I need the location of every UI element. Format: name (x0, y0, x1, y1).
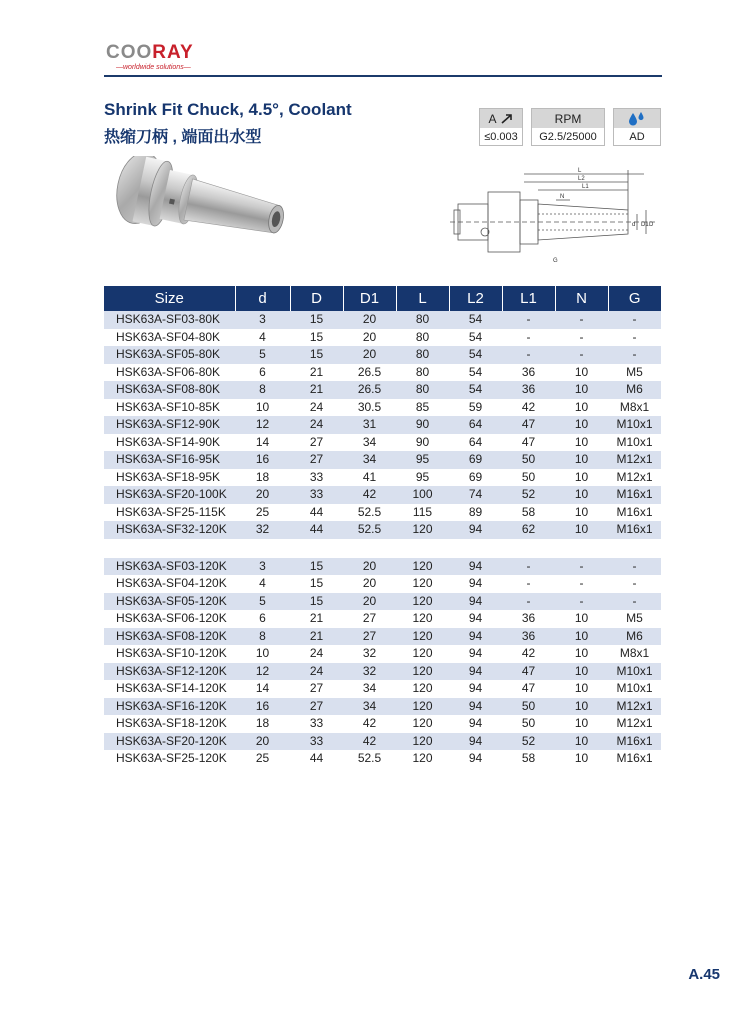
cell-D1: 52.5 (343, 521, 396, 539)
cell-L: 120 (396, 593, 449, 611)
column-header-size: Size (104, 286, 235, 311)
cell-size: HSK63A-SF14-120K (116, 681, 227, 696)
cell-L: 120 (396, 628, 449, 646)
cell-d: 25 (255, 751, 270, 766)
cell-size: HSK63A-SF16-120K (104, 698, 235, 716)
table-row (104, 434, 661, 452)
cell-L1: 36 (502, 628, 555, 646)
cell-G: M12x1 (608, 698, 661, 716)
cell-size: HSK63A-SF05-120K (104, 593, 235, 611)
cell-L1: 47 (502, 416, 555, 434)
brand-name-red: RAY (152, 42, 194, 63)
cell-size: HSK63A-SF16-95K (104, 451, 235, 469)
dim-label-D1: D1 (641, 222, 649, 228)
cell-L1: 36 (521, 364, 536, 379)
page-title: Shrink Fit Chuck, 4.5°, Coolant (104, 100, 352, 119)
cell-D1: 20 (343, 311, 396, 329)
table-row (104, 733, 661, 751)
cell-N: 10 (574, 751, 589, 766)
cell-L1: - (502, 311, 555, 329)
cell-D: 21 (290, 628, 343, 646)
cell-D: 33 (290, 733, 343, 751)
cell-L1: - (502, 558, 555, 576)
table-row (104, 663, 661, 681)
cell-L2: 54 (449, 311, 502, 329)
cell-D: 33 (309, 469, 324, 484)
cell-D1: 30.5 (357, 399, 382, 414)
cell-N: 10 (574, 611, 589, 626)
cell-D1: 34 (343, 451, 396, 469)
cell-L2: 89 (468, 504, 483, 519)
cell-L1: 58 (521, 751, 536, 766)
cell-L1: 52 (502, 486, 555, 504)
cell-G: M16x1 (616, 751, 653, 766)
cell-d: 14 (255, 681, 270, 696)
cell-size: HSK63A-SF12-120K (104, 663, 235, 681)
cell-D1: 32 (362, 646, 377, 661)
cell-size: HSK63A-SF18-120K (116, 716, 227, 731)
cell-N: - (555, 593, 608, 611)
cell-N: 10 (555, 416, 608, 434)
cell-D: 24 (290, 663, 343, 681)
cell-G: M10x1 (616, 434, 653, 449)
table-row (104, 329, 661, 347)
cell-D1: 26.5 (357, 364, 382, 379)
cell-size: HSK63A-SF18-95K (116, 469, 221, 484)
spec-coolant (613, 108, 661, 146)
cell-D: 44 (309, 751, 324, 766)
cell-D1: 20 (343, 593, 396, 611)
cell-D: 33 (290, 486, 343, 504)
cell-G: M10x1 (608, 663, 661, 681)
cell-D: 24 (290, 416, 343, 434)
cell-size: HSK63A-SF20-100K (104, 486, 235, 504)
cell-d: 3 (235, 558, 290, 576)
cell-L: 80 (415, 364, 430, 379)
table-row (104, 715, 661, 733)
table-row (104, 645, 661, 663)
cell-D1: 42 (362, 716, 377, 731)
cell-L2: 94 (449, 733, 502, 751)
cell-L2: 54 (468, 329, 483, 344)
cell-N: 10 (574, 399, 589, 414)
cell-D1: 52.5 (357, 504, 382, 519)
dim-label-N: N (560, 194, 565, 200)
cell-L2: 94 (468, 646, 483, 661)
cell-N: - (555, 311, 608, 329)
brand-tagline: —worldwide solutions— (116, 64, 191, 71)
cell-D: 21 (290, 381, 343, 399)
cell-d: 12 (235, 663, 290, 681)
cell-D1: 31 (343, 416, 396, 434)
cell-size: HSK63A-SF04-80K (116, 329, 221, 344)
column-header-D1: D1 (343, 286, 396, 311)
cell-L: 95 (396, 451, 449, 469)
cell-size: HSK63A-SF20-120K (104, 733, 235, 751)
cell-d: 8 (235, 381, 290, 399)
cell-D1: 34 (343, 698, 396, 716)
cell-D: 33 (309, 716, 324, 731)
cell-L: 120 (396, 733, 449, 751)
cell-L: 80 (396, 381, 449, 399)
cell-D: 44 (290, 521, 343, 539)
cell-L2: 94 (449, 521, 502, 539)
table-row (104, 593, 661, 611)
cell-L: 85 (415, 399, 430, 414)
cell-D: 15 (290, 311, 343, 329)
table-row (104, 521, 661, 539)
cell-G: - (608, 346, 661, 364)
cell-L1: 47 (521, 681, 536, 696)
cell-D1: 20 (362, 329, 377, 344)
dim-label-D: D (649, 222, 654, 228)
cell-N: 10 (574, 681, 589, 696)
technical-drawing (450, 166, 660, 274)
cell-D1: 27 (343, 628, 396, 646)
cell-N: 10 (574, 504, 589, 519)
cell-G: M16x1 (608, 521, 661, 539)
cell-L: 120 (412, 716, 433, 731)
cell-G: M12x1 (616, 469, 653, 484)
brand-name-grey: COO (106, 42, 153, 63)
cell-G: M8x1 (619, 399, 650, 414)
cell-D: 24 (309, 646, 324, 661)
cell-N: 10 (555, 733, 608, 751)
cell-N: 10 (555, 698, 608, 716)
cell-L: 80 (396, 311, 449, 329)
spec-runout-head (480, 109, 522, 128)
cell-G: M5 (626, 364, 643, 379)
cell-D: 15 (290, 593, 343, 611)
cell-L: 90 (415, 434, 430, 449)
cell-L: 120 (412, 751, 433, 766)
spec-table (104, 286, 661, 768)
cell-G: M6 (608, 381, 661, 399)
cell-N: 10 (555, 451, 608, 469)
cell-N: 10 (574, 716, 589, 731)
spec-coolant-head (614, 109, 660, 128)
table-row (104, 575, 661, 593)
cell-size: HSK63A-SF06-80K (116, 364, 221, 379)
cell-N: 10 (574, 434, 589, 449)
cell-d: 20 (235, 733, 290, 751)
cell-L1: - (526, 329, 531, 344)
brand-logo (106, 44, 194, 71)
cell-L: 95 (415, 469, 430, 484)
dim-label-d: d (632, 222, 636, 228)
dim-label-L2: L2 (578, 176, 585, 182)
spec-rpm-value: G2.5/25000 (539, 130, 597, 143)
column-header-G: G (608, 286, 661, 311)
table-row (104, 346, 661, 364)
cell-G: - (632, 329, 637, 344)
cell-L: 80 (396, 346, 449, 364)
cell-D1: 20 (343, 346, 396, 364)
cell-D1: 27 (362, 611, 377, 626)
cell-D1: 20 (343, 558, 396, 576)
cell-N: 10 (574, 364, 589, 379)
column-header-N: N (555, 286, 608, 311)
dim-label-G: G (553, 258, 558, 264)
cell-size: HSK63A-SF25-120K (116, 751, 227, 766)
cell-G: - (608, 311, 661, 329)
cell-size: HSK63A-SF14-90K (116, 434, 221, 449)
cell-L2: 94 (449, 663, 502, 681)
cell-N: 10 (555, 381, 608, 399)
table-row (104, 504, 661, 522)
cell-size: HSK63A-SF05-80K (104, 346, 235, 364)
cell-G: - (608, 558, 661, 576)
header-rule (104, 75, 662, 77)
cell-d: 20 (235, 486, 290, 504)
table-row (104, 311, 661, 329)
cell-d: 6 (259, 364, 266, 379)
cell-d: 16 (235, 698, 290, 716)
cell-L2: 94 (449, 628, 502, 646)
table-row (104, 610, 661, 628)
cell-d: 18 (255, 716, 270, 731)
cell-L2: 69 (468, 469, 483, 484)
cell-L2: 64 (468, 434, 483, 449)
cell-d: 8 (235, 628, 290, 646)
cell-size: HSK63A-SF25-115K (116, 504, 226, 519)
cell-L: 90 (396, 416, 449, 434)
cell-size: HSK63A-SF08-120K (104, 628, 235, 646)
cell-G: M10x1 (616, 681, 653, 696)
cell-G: M16x1 (616, 504, 653, 519)
cell-L1: 47 (502, 663, 555, 681)
cell-N: - (555, 346, 608, 364)
cell-L2: 74 (449, 486, 502, 504)
table-row (104, 451, 661, 469)
cell-G: M12x1 (608, 451, 661, 469)
cell-size: HSK63A-SF12-90K (104, 416, 235, 434)
table-row (104, 381, 661, 399)
cell-L: 120 (412, 611, 433, 626)
cell-d: 3 (235, 311, 290, 329)
cell-D1: 52.5 (357, 751, 382, 766)
table-row (104, 486, 661, 504)
column-header-L: L (396, 286, 449, 311)
cell-G: M5 (626, 611, 643, 626)
table-row (104, 469, 661, 487)
table-row (104, 680, 661, 698)
cell-D1: 26.5 (343, 381, 396, 399)
cell-G: - (608, 593, 661, 611)
cell-size: HSK63A-SF04-120K (116, 576, 227, 591)
cell-L: 120 (412, 681, 433, 696)
cell-D: 15 (309, 329, 324, 344)
cell-d: 4 (259, 329, 266, 344)
cell-L1: 42 (521, 399, 536, 414)
cell-L: 120 (396, 558, 449, 576)
cell-L: 120 (412, 646, 433, 661)
cell-d: 6 (259, 611, 266, 626)
cell-d: 12 (235, 416, 290, 434)
cell-D1: 34 (362, 434, 377, 449)
cell-size: HSK63A-SF03-80K (104, 311, 235, 329)
spec-runout (479, 108, 523, 146)
cell-size: HSK63A-SF03-120K (104, 558, 235, 576)
cell-D1: 42 (343, 486, 396, 504)
cell-N: 10 (555, 628, 608, 646)
cell-N: 10 (555, 521, 608, 539)
cell-d: 10 (255, 646, 270, 661)
cell-L: 120 (412, 576, 433, 591)
cell-N: 10 (574, 469, 589, 484)
cell-L1: 52 (502, 733, 555, 751)
cell-L: 80 (415, 329, 430, 344)
spec-rpm-label: RPM (532, 109, 604, 128)
cell-L1: 36 (502, 381, 555, 399)
cell-L2: 59 (468, 399, 483, 414)
column-header-L2: L2 (449, 286, 502, 311)
table-row (104, 698, 661, 716)
cell-d: 5 (235, 346, 290, 364)
cell-G: M6 (608, 628, 661, 646)
cell-D: 15 (309, 576, 324, 591)
spec-runout-label: A (488, 111, 497, 126)
cell-G: M16x1 (608, 733, 661, 751)
cell-L1: 58 (521, 504, 536, 519)
cell-L2: 94 (449, 558, 502, 576)
cell-L2: 54 (449, 346, 502, 364)
cell-L: 100 (396, 486, 449, 504)
column-header-L1: L1 (502, 286, 555, 311)
cell-L1: 50 (502, 451, 555, 469)
cell-D1: 42 (343, 733, 396, 751)
dim-label-L: L (578, 168, 582, 174)
cell-D: 15 (290, 346, 343, 364)
runout-arrow-icon (500, 113, 514, 125)
cell-L2: 94 (449, 593, 502, 611)
table-row (104, 399, 661, 417)
cell-N: 10 (555, 663, 608, 681)
spec-coolant-value: AD (629, 130, 645, 143)
cell-L1: 42 (521, 646, 536, 661)
table-header-row (104, 286, 661, 311)
cell-D1: 20 (362, 576, 377, 591)
cell-D: 27 (290, 451, 343, 469)
spec-rpm (531, 108, 605, 146)
dim-label-L1: L1 (582, 184, 589, 190)
cell-D1: 32 (343, 663, 396, 681)
cell-L1: 50 (521, 469, 536, 484)
cell-L2: 94 (449, 698, 502, 716)
table-row (104, 750, 661, 768)
cell-L2: 94 (468, 576, 483, 591)
page-title-cn: 热缩刀柄 , 端面出水型 (104, 129, 262, 146)
cell-D: 44 (309, 504, 324, 519)
cell-L: 115 (412, 504, 433, 519)
cell-d: 14 (255, 434, 270, 449)
cell-D: 21 (309, 611, 324, 626)
cell-G: - (632, 576, 637, 591)
group-separator-cell (104, 539, 661, 558)
coolant-drops-icon (628, 111, 646, 127)
cell-L2: 94 (468, 751, 483, 766)
cell-D: 21 (309, 364, 324, 379)
cell-D: 24 (309, 399, 324, 414)
table-row (104, 416, 661, 434)
cell-L2: 94 (468, 716, 483, 731)
cell-L2: 94 (468, 611, 483, 626)
cell-L1: 50 (521, 716, 536, 731)
cell-size: HSK63A-SF10-85K (116, 399, 221, 414)
cell-size: HSK63A-SF32-120K (104, 521, 235, 539)
cell-L2: 69 (449, 451, 502, 469)
cell-N: - (579, 576, 584, 591)
table-row (104, 364, 661, 382)
column-header-d: d (235, 286, 290, 311)
cell-D: 27 (309, 434, 324, 449)
cell-N: - (579, 329, 584, 344)
cell-d: 10 (255, 399, 270, 414)
cell-L1: 47 (521, 434, 536, 449)
cell-D: 27 (290, 698, 343, 716)
cell-size: HSK63A-SF10-120K (116, 646, 227, 661)
spec-runout-value: ≤0.003 (484, 130, 518, 143)
cell-N: - (555, 558, 608, 576)
cell-L2: 94 (468, 681, 483, 696)
cell-L1: - (502, 593, 555, 611)
cell-L: 120 (396, 663, 449, 681)
page-number: A.45 (688, 966, 720, 983)
cell-G: M16x1 (608, 486, 661, 504)
cell-d: 25 (255, 504, 270, 519)
table-row (104, 558, 661, 576)
cell-L1: 36 (521, 611, 536, 626)
cell-D: 15 (290, 558, 343, 576)
cell-G: M10x1 (608, 416, 661, 434)
cell-G: M12x1 (616, 716, 653, 731)
cell-d: 16 (235, 451, 290, 469)
cell-L1: - (502, 346, 555, 364)
table-row (104, 628, 661, 646)
cell-L1: 62 (502, 521, 555, 539)
cell-L: 120 (396, 521, 449, 539)
cell-L2: 54 (468, 364, 483, 379)
cell-L2: 54 (449, 381, 502, 399)
cell-N: 10 (574, 646, 589, 661)
brand-wordmark (106, 44, 194, 62)
cell-d: 5 (235, 593, 290, 611)
cell-size: HSK63A-SF08-80K (104, 381, 235, 399)
cell-size: HSK63A-SF06-120K (116, 611, 227, 626)
cell-D1: 34 (362, 681, 377, 696)
cell-D1: 41 (362, 469, 377, 484)
cell-d: 18 (255, 469, 270, 484)
cell-L: 120 (396, 698, 449, 716)
cell-G: M8x1 (619, 646, 650, 661)
cell-d: 32 (235, 521, 290, 539)
cell-L2: 64 (449, 416, 502, 434)
cell-N: 10 (555, 486, 608, 504)
cell-D: 27 (309, 681, 324, 696)
column-header-D: D (290, 286, 343, 311)
cell-d: 4 (259, 576, 266, 591)
cell-L1: - (526, 576, 531, 591)
product-photo (106, 156, 302, 268)
cell-L1: 50 (502, 698, 555, 716)
group-separator (104, 539, 661, 558)
